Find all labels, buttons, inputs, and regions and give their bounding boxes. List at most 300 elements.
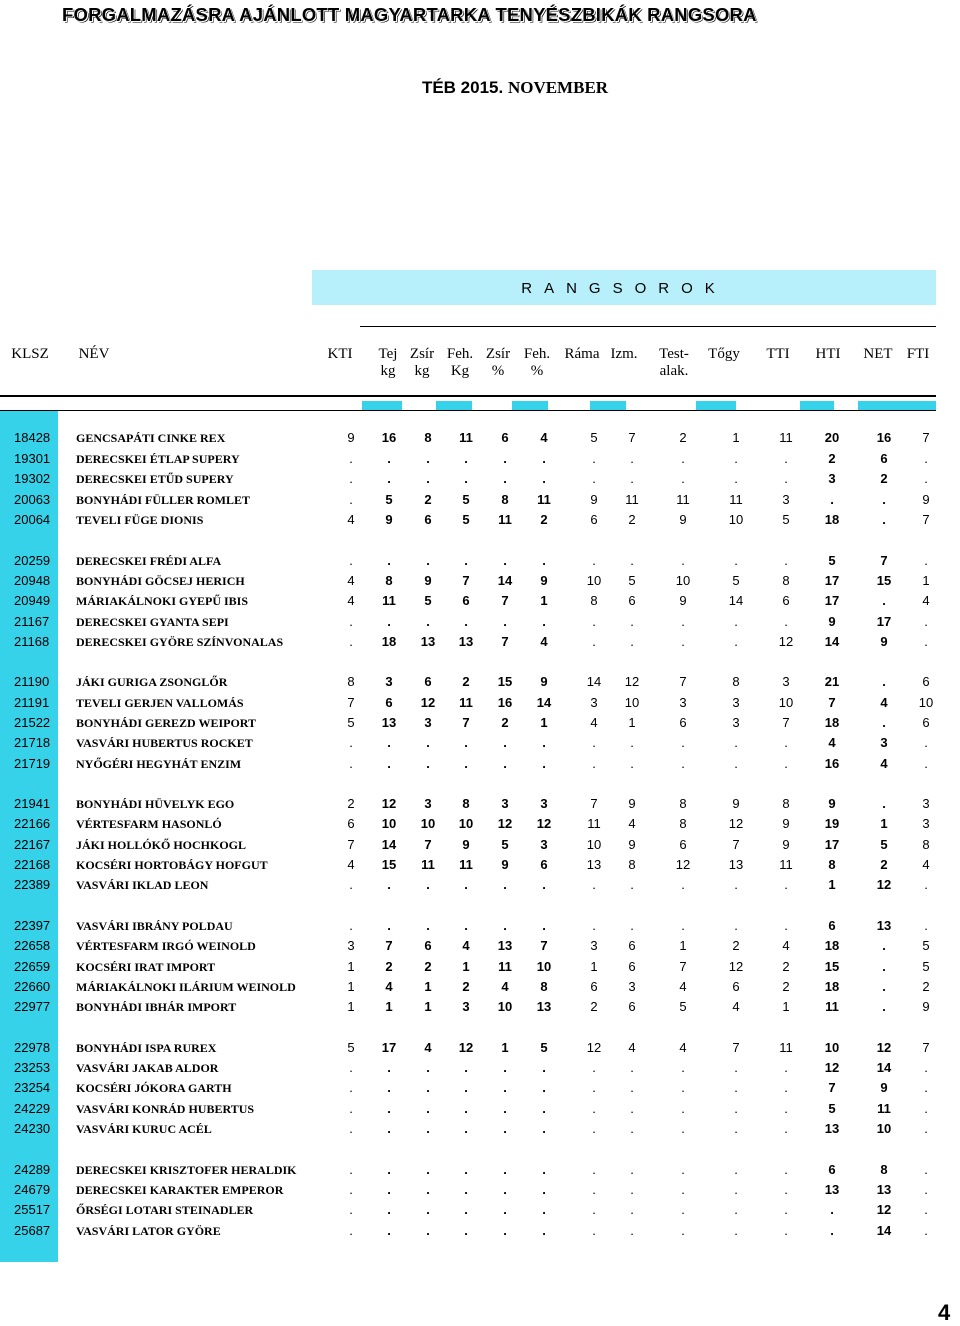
row-net: 8 (880, 1162, 888, 1177)
row-fehkg: . (464, 877, 468, 892)
row-izm: . (630, 451, 634, 466)
row-togy: . (734, 1060, 738, 1075)
row-zsirkg: . (426, 1060, 430, 1075)
row-klsz: 22658 (14, 938, 51, 953)
row-name: BONYHÁDI HÜVELYK EGO (76, 797, 235, 811)
row-fti: . (924, 918, 928, 933)
row-togy: . (734, 1223, 738, 1238)
table-row (0, 1101, 960, 1119)
col-test-l2: alak. (659, 363, 689, 379)
row-zsirkg: 11 (421, 857, 435, 872)
row-hti: 9 (828, 796, 836, 811)
table-row (0, 756, 960, 774)
row-izm: 7 (628, 430, 636, 445)
row-rama: . (592, 553, 596, 568)
row-fti: . (924, 1202, 928, 1217)
row-tti: 6 (782, 593, 790, 608)
row-klsz: 19302 (14, 471, 51, 486)
table-row (0, 1202, 960, 1220)
row-fti: . (924, 1162, 928, 1177)
row-zsirkg: . (426, 451, 430, 466)
row-kti: 9 (347, 430, 355, 445)
row-zsirpct: 11 (498, 959, 512, 974)
row-fti: 4 (922, 593, 930, 608)
row-izm: . (630, 614, 634, 629)
row-net: 17 (876, 614, 892, 629)
table-row (0, 634, 960, 652)
row-hti: 17 (824, 837, 840, 852)
row-test: . (681, 1121, 685, 1136)
row-klsz: 25687 (14, 1223, 51, 1238)
row-tej: . (387, 1101, 391, 1116)
row-izm: . (630, 1162, 634, 1177)
col-fehpct-l1: Feh. (523, 346, 551, 362)
row-izm: . (630, 553, 634, 568)
row-fehpct: . (542, 1080, 546, 1095)
row-kti: . (349, 451, 353, 466)
row-fti: . (924, 1223, 928, 1238)
row-rama: 7 (590, 796, 598, 811)
row-fehkg: . (464, 1202, 468, 1217)
row-hti: 17 (824, 593, 840, 608)
row-tti: . (784, 1121, 788, 1136)
col-tej (373, 346, 403, 380)
row-name: JÁKI GURIGA ZSONGLŐR (76, 675, 228, 689)
row-tti: . (784, 756, 788, 771)
row-rama: . (592, 1202, 596, 1217)
row-rama: 2 (590, 999, 598, 1014)
row-name: DERECSKEI FRÉDI ALFA (76, 554, 222, 568)
row-zsirpct: 4 (501, 979, 509, 994)
row-fehpct: . (542, 471, 546, 486)
row-izm: . (630, 735, 634, 750)
row-zsirkg: 6 (424, 938, 432, 953)
row-tej: . (387, 1060, 391, 1075)
row-fehkg: 5 (462, 492, 470, 507)
row-izm: 6 (628, 999, 636, 1014)
row-test: . (681, 735, 685, 750)
row-fehpct: . (542, 553, 546, 568)
row-net: . (882, 512, 886, 527)
row-zsirkg: . (426, 1162, 430, 1177)
row-fti: . (924, 634, 928, 649)
row-tti: . (784, 1080, 788, 1095)
row-name: TEVELI GERJEN VALLOMÁS (76, 696, 244, 710)
row-net: . (882, 959, 886, 974)
row-name: VASVÁRI KURUC ACÉL (76, 1122, 212, 1136)
row-togy: . (734, 1121, 738, 1136)
row-name: VASVÁRI KONRÁD HUBERTUS (76, 1102, 255, 1116)
header-accent (436, 401, 472, 410)
col-test (654, 346, 694, 380)
row-fehpct: . (542, 1162, 546, 1177)
row-hti: 15 (824, 959, 840, 974)
row-test: . (681, 1060, 685, 1075)
row-klsz: 20064 (14, 512, 51, 527)
row-zsirkg: . (426, 877, 430, 892)
row-fehkg: . (464, 1080, 468, 1095)
row-name: BONYHÁDI GEREZD WEIPORT (76, 716, 257, 730)
row-kti: . (349, 614, 353, 629)
row-hti: 18 (824, 512, 840, 527)
row-kti: . (349, 735, 353, 750)
row-name: VASVÁRI IBRÁNY POLDAU (76, 919, 233, 933)
col-fehpct-l2: % (530, 363, 544, 379)
table-row (0, 999, 960, 1017)
row-togy: 5 (732, 573, 740, 588)
row-fehkg: . (464, 756, 468, 771)
row-zsirkg: 2 (424, 959, 432, 974)
row-name: KOCSÉRI HORTOBÁGY HOFGUT (76, 858, 268, 872)
table-row (0, 796, 960, 814)
header-accent (800, 401, 834, 410)
row-hti: 5 (828, 1101, 836, 1116)
row-fehkg: 8 (462, 796, 470, 811)
row-fehpct: . (542, 1101, 546, 1116)
row-fti: 7 (922, 1040, 930, 1055)
row-fehpct: 4 (540, 634, 548, 649)
row-fehkg: . (464, 1182, 468, 1197)
row-zsirkg: . (426, 918, 430, 933)
row-tti: . (784, 1202, 788, 1217)
row-rama: . (592, 451, 596, 466)
row-fehpct: 9 (540, 573, 548, 588)
row-net: 6 (880, 451, 888, 466)
row-test: 4 (679, 1040, 687, 1055)
row-test: . (681, 1101, 685, 1116)
row-tti: . (784, 1182, 788, 1197)
row-fehpct: 8 (540, 979, 548, 994)
report-period (0, 78, 960, 98)
row-test: 3 (679, 695, 687, 710)
row-name: ŐRSÉGI LOTARI STEINADLER (76, 1203, 254, 1217)
row-tti: . (784, 877, 788, 892)
row-togy: 12 (728, 816, 744, 831)
row-tti: 8 (782, 796, 790, 811)
row-klsz: 22167 (14, 837, 51, 852)
table-row (0, 1121, 960, 1139)
row-tti: 2 (782, 979, 790, 994)
row-fehpct: . (542, 756, 546, 771)
row-hti: 13 (824, 1121, 840, 1136)
row-izm: 6 (628, 959, 636, 974)
row-tti: 4 (782, 938, 790, 953)
row-fti: 9 (922, 492, 930, 507)
table-row (0, 877, 960, 895)
table-row (0, 573, 960, 591)
row-rama: 4 (590, 715, 598, 730)
table-row (0, 1060, 960, 1078)
col-net: NET (863, 346, 893, 362)
row-togy: 3 (732, 695, 740, 710)
row-zsirpct: . (503, 1080, 507, 1095)
row-test: 9 (679, 512, 687, 527)
row-izm: 5 (628, 573, 636, 588)
row-name: VASVÁRI IKLAD LEON (76, 878, 209, 892)
row-rama: . (592, 614, 596, 629)
row-net: . (882, 593, 886, 608)
row-hti: . (830, 1223, 834, 1238)
row-kti: . (349, 1060, 353, 1075)
row-izm: . (630, 877, 634, 892)
row-kti: 4 (347, 573, 355, 588)
col-zsirpct-l2: % (491, 363, 505, 379)
row-hti: 11 (825, 999, 839, 1014)
row-fti: 8 (922, 837, 930, 852)
row-zsirpct: 14 (497, 573, 513, 588)
row-fehkg: . (464, 614, 468, 629)
row-zsirpct: . (503, 471, 507, 486)
row-fehkg: 5 (462, 512, 470, 527)
row-rama: 3 (590, 695, 598, 710)
row-zsirpct: 12 (497, 816, 513, 831)
row-togy: . (734, 1202, 738, 1217)
row-fti: . (924, 1101, 928, 1116)
row-tti: . (784, 451, 788, 466)
table-top-rule (0, 410, 936, 411)
row-kti: . (349, 918, 353, 933)
row-test: . (681, 877, 685, 892)
row-klsz: 22389 (14, 877, 51, 892)
row-fti: 6 (922, 715, 930, 730)
row-zsirpct: . (503, 1223, 507, 1238)
row-fehpct: 4 (540, 430, 548, 445)
row-net: 15 (876, 573, 892, 588)
row-klsz: 21522 (14, 715, 51, 730)
row-fehpct: . (542, 1121, 546, 1136)
row-togy: . (734, 471, 738, 486)
row-net: 11 (877, 1101, 891, 1116)
row-fehpct: 3 (540, 796, 548, 811)
row-kti: . (349, 756, 353, 771)
row-klsz: 22166 (14, 816, 51, 831)
row-tti: 7 (782, 715, 790, 730)
row-name: VASVÁRI LATOR GYÖRE (76, 1224, 221, 1238)
row-tej: 11 (382, 593, 396, 608)
row-zsirkg: . (426, 1223, 430, 1238)
row-rama: 8 (590, 593, 598, 608)
row-hti: 17 (824, 573, 840, 588)
col-tti: TTI (766, 346, 790, 362)
row-kti: 6 (347, 816, 355, 831)
row-fehkg: . (464, 1162, 468, 1177)
row-tej: . (387, 1202, 391, 1217)
row-togy: . (734, 614, 738, 629)
table-row (0, 837, 960, 855)
row-fti: . (924, 614, 928, 629)
row-zsirkg: . (426, 756, 430, 771)
row-fehpct: 7 (540, 938, 548, 953)
col-fehkg (444, 346, 476, 380)
row-hti: 19 (824, 816, 840, 831)
row-izm: 9 (628, 837, 636, 852)
row-kti: . (349, 1101, 353, 1116)
row-klsz: 21190 (14, 674, 50, 689)
row-name: VÉRTESFARM IRGÓ WEINOLD (76, 939, 256, 953)
row-hti: 13 (824, 1182, 840, 1197)
row-kti: 2 (347, 796, 355, 811)
row-zsirkg: 1 (424, 979, 432, 994)
row-fehkg: 2 (462, 979, 470, 994)
row-fti: . (924, 1060, 928, 1075)
row-name: GENCSAPÁTI CINKE REX (76, 431, 226, 445)
row-tej: 1 (385, 999, 393, 1014)
table-row (0, 492, 960, 510)
row-tti: . (784, 471, 788, 486)
table-row (0, 959, 960, 977)
table-row (0, 471, 960, 489)
col-fehkg-l2: Kg (450, 363, 470, 379)
table-row (0, 735, 960, 753)
row-rama: 1 (590, 959, 598, 974)
row-izm: . (630, 471, 634, 486)
row-tej: 16 (381, 430, 397, 445)
row-tej: 5 (385, 492, 393, 507)
row-hti: 18 (824, 979, 840, 994)
row-fehpct: 11 (537, 492, 551, 507)
row-klsz: 21191 (14, 695, 50, 710)
row-zsirkg: 7 (424, 837, 432, 852)
row-test: 6 (679, 715, 687, 730)
row-hti: 21 (824, 674, 840, 689)
row-klsz: 21719 (14, 756, 51, 771)
row-togy: . (734, 1101, 738, 1116)
row-name: VASVÁRI HUBERTUS ROCKET (76, 736, 253, 750)
row-izm: 6 (628, 593, 636, 608)
row-zsirkg: 2 (424, 492, 432, 507)
row-hti: 20 (824, 430, 840, 445)
row-zsirpct: . (503, 1101, 507, 1116)
row-rama: . (592, 756, 596, 771)
row-klsz: 22978 (14, 1040, 51, 1055)
row-tti: . (784, 553, 788, 568)
row-izm: 4 (628, 1040, 636, 1055)
table-row (0, 979, 960, 997)
col-fehpct (521, 346, 553, 380)
row-izm: . (630, 1101, 634, 1116)
row-izm: . (630, 918, 634, 933)
row-kti: 1 (347, 999, 355, 1014)
row-tej: . (387, 451, 391, 466)
row-hti: 7 (828, 1080, 836, 1095)
row-tti: . (784, 1162, 788, 1177)
col-fti: FTI (906, 346, 930, 362)
row-tti: 11 (779, 857, 793, 872)
row-fehkg: 6 (462, 593, 470, 608)
row-togy: 11 (729, 492, 743, 507)
row-fehkg: 7 (462, 715, 470, 730)
row-zsirkg: 6 (424, 512, 432, 527)
row-fti: . (924, 451, 928, 466)
row-fti: 5 (922, 938, 930, 953)
row-name: DERECSKEI KRISZTOFER HERALDIK (76, 1163, 297, 1177)
row-name: DERECSKEI GYANTA SEPI (76, 615, 229, 629)
row-fehkg: 7 (462, 573, 470, 588)
row-test: . (681, 1162, 685, 1177)
row-rama: . (592, 471, 596, 486)
row-tti: 9 (782, 816, 790, 831)
row-net: 1 (880, 816, 888, 831)
row-kti: 1 (347, 959, 355, 974)
row-tti: . (784, 735, 788, 750)
row-hti: 6 (828, 918, 836, 933)
table-row (0, 857, 960, 875)
row-fti: . (924, 1121, 928, 1136)
row-fti: 2 (922, 979, 930, 994)
row-izm: . (630, 1121, 634, 1136)
row-togy: 9 (732, 796, 740, 811)
row-klsz: 20949 (14, 593, 51, 608)
row-zsirkg: . (426, 1202, 430, 1217)
row-name: DERECSKEI ETŰD SUPERY (76, 472, 234, 486)
row-hti: 7 (828, 695, 836, 710)
row-rama: 5 (590, 430, 598, 445)
row-zsirpct: 6 (501, 430, 509, 445)
row-tti: . (784, 1060, 788, 1075)
row-fehkg: 9 (462, 837, 470, 852)
row-hti: . (830, 1202, 834, 1217)
row-zsirpct: . (503, 553, 507, 568)
row-test: 2 (679, 430, 687, 445)
row-izm: . (630, 1182, 634, 1197)
table-row (0, 674, 960, 692)
row-zsirkg: 13 (420, 634, 436, 649)
row-togy: 7 (732, 837, 740, 852)
row-zsirpct: 7 (501, 634, 509, 649)
row-fehkg: . (464, 553, 468, 568)
row-fehkg: . (464, 1060, 468, 1075)
row-test: 6 (679, 837, 687, 852)
row-kti: . (349, 877, 353, 892)
row-togy: 8 (732, 674, 740, 689)
row-tej: 2 (385, 959, 393, 974)
row-rama: . (592, 634, 596, 649)
row-tej: . (387, 553, 391, 568)
row-zsirkg: . (426, 614, 430, 629)
row-klsz: 24230 (14, 1121, 51, 1136)
row-hti: 10 (824, 1040, 840, 1055)
row-hti: 3 (828, 471, 836, 486)
row-kti: . (349, 1182, 353, 1197)
page-number: 4 (938, 1300, 951, 1325)
row-name: DERECSKEI GYÖRE SZÍNVONALAS (76, 635, 284, 649)
row-fehpct: 10 (536, 959, 552, 974)
row-togy: 4 (732, 999, 740, 1014)
row-fehkg: 3 (462, 999, 470, 1014)
row-test: . (681, 1202, 685, 1217)
row-fehpct: 1 (540, 715, 548, 730)
row-kti: 7 (347, 695, 355, 710)
row-rama: . (592, 1080, 596, 1095)
row-tti: . (784, 1101, 788, 1116)
row-net: 10 (876, 1121, 892, 1136)
row-test: 12 (675, 857, 691, 872)
row-zsirkg: . (426, 1080, 430, 1095)
table-row (0, 816, 960, 834)
row-tej: 15 (381, 857, 397, 872)
row-tti: 12 (778, 634, 794, 649)
row-net: 2 (880, 471, 888, 486)
row-klsz: 22660 (14, 979, 51, 994)
row-zsirkg: . (426, 471, 430, 486)
row-izm: . (630, 634, 634, 649)
col-klsz: KLSZ (11, 346, 49, 362)
row-kti: 8 (347, 674, 355, 689)
header-accent (362, 401, 402, 410)
row-izm: 11 (625, 492, 639, 507)
row-net: . (882, 979, 886, 994)
row-rama: 12 (586, 1040, 602, 1055)
